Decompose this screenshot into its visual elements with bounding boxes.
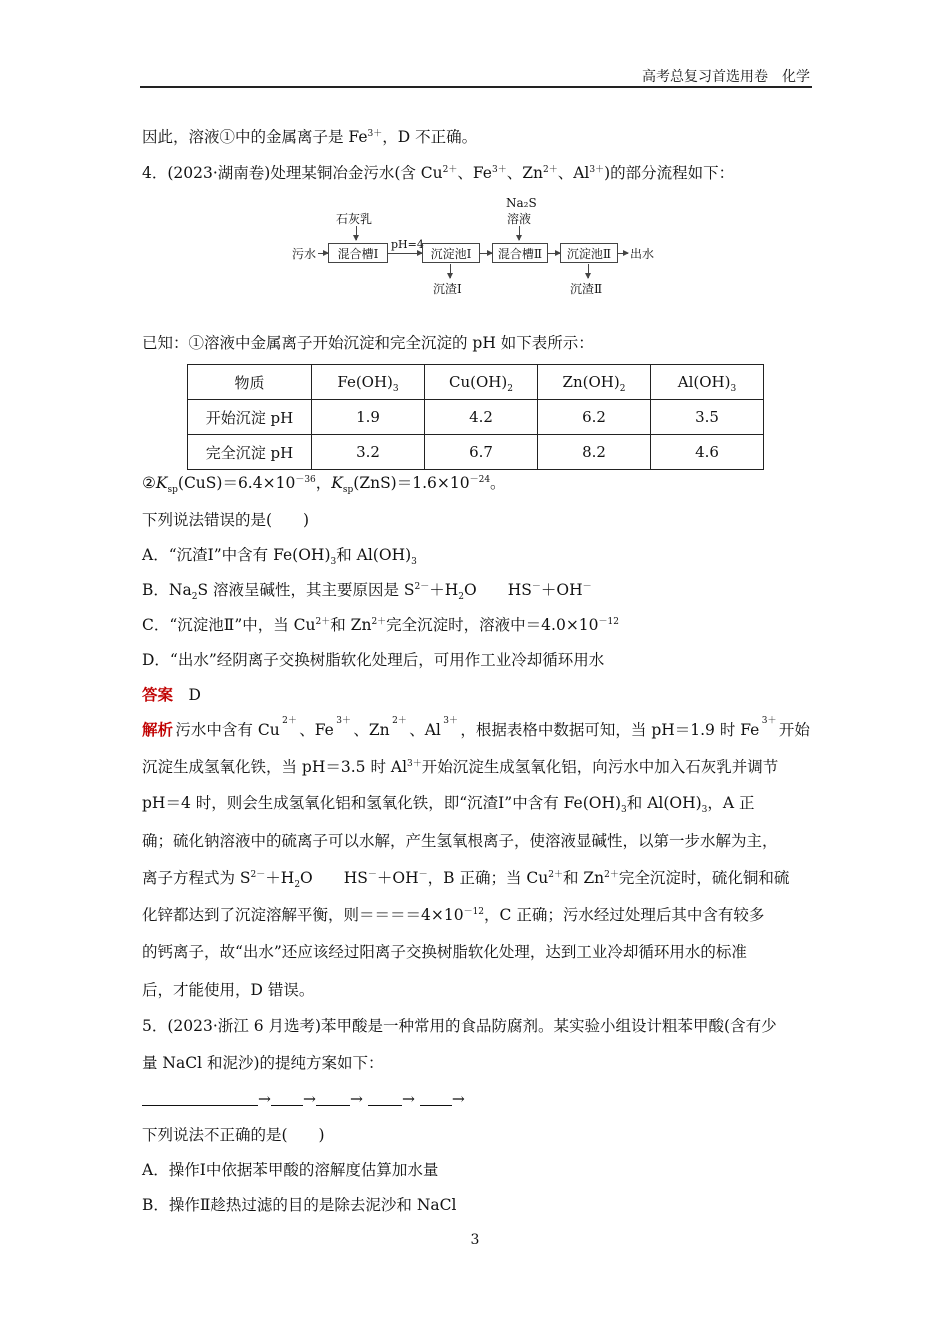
table-header: $Al(OH)_3$	[651, 365, 764, 400]
ph-table	[187, 364, 764, 470]
analysis-line-5: 离子方程式为 $S^{2-}+H_2O$ HS－＋OH－，B 正确；当 $Cu^{2+}$和 $Zn^{2+}$完全沉淀时，硫化铜和硫	[142, 869, 790, 891]
known-2: $②K_{sp}(CuS)=6.4\times 10^{-36}$，$K_{sp}(ZnS)=1.6\times 10^{-24}$。	[142, 474, 506, 496]
q4-option-a: A．“沉渣Ⅰ”中含有 $Fe(OH)_3$和 $Al(OH)_3$	[142, 546, 417, 568]
reagent-na2s: Na₂S	[506, 196, 537, 210]
table-cell: 3.5	[651, 400, 764, 435]
arrow-tank1-pool1	[388, 253, 422, 254]
table-header: $Zn(OH)_2$	[538, 365, 651, 400]
analysis-label: 解析	[142, 720, 174, 739]
table-header: $Fe(OH)_3$	[312, 365, 425, 400]
q4-question: 下列说法错误的是( )	[142, 511, 310, 529]
q5-scheme-line: → → → → →	[142, 1090, 465, 1109]
analysis-line-1: 解析 污水中含有 Cu 2＋ 、Fe 3＋ 、Zn 2＋ 、Al 3＋ ，根据表格中数据可知，当 pH＝1.9 时 Fe 3＋ 开始	[142, 716, 810, 739]
q4-option-d: D．“出水”经阴离子交换树脂软化处理后，可用作工业冷却循环用水	[142, 651, 605, 669]
arrow-outlet	[618, 253, 628, 254]
arrow-residue1-down	[450, 264, 451, 278]
q5-option-b: B．操作Ⅱ趁热过滤的目的是除去泥沙和 NaCl	[142, 1196, 457, 1214]
running-header: 高考总复习首选用卷 化学	[642, 69, 810, 85]
outlet-label: 出水	[630, 247, 655, 261]
settling-pool-1: 沉淀池Ⅰ	[422, 243, 480, 263]
scheme-blank	[368, 1095, 402, 1106]
table-corner: 物质	[188, 365, 312, 400]
row-label: 开始沉淀 pH	[188, 400, 312, 435]
table-cell: 8.2	[538, 435, 651, 470]
ph-label: pH=4	[391, 238, 424, 251]
q4-option-b: B．$Na_2S$ 溶液呈碱性，其主要原因是 $S^{2-}+H_2O$ HS－＋OH－	[142, 581, 592, 603]
prev-answer-line: 因此，溶液①中的金属离子是 $Fe^{3+}$，D 不正确。	[142, 128, 478, 146]
process-flow-diagram	[290, 196, 670, 306]
answer-label: 答案	[142, 685, 174, 704]
q5-question: 下列说法不正确的是( )	[142, 1126, 325, 1144]
arrow-residue2-down	[588, 264, 589, 278]
settling-pool-2: 沉淀池Ⅱ	[560, 243, 618, 263]
arrow-inlet	[318, 253, 328, 254]
table-cell: 6.7	[425, 435, 538, 470]
analysis-line-7: 的钙离子，故“出水”还应该经过阳离子交换树脂软化处理，达到工业冷却循环用水的标准	[142, 943, 747, 961]
table-cell: 1.9	[312, 400, 425, 435]
table-cell: 4.2	[425, 400, 538, 435]
known-1: 已知：①溶液中金属离子开始沉淀和完全沉淀的 pH 如下表所示：	[142, 334, 594, 352]
arrow-pool1-tank2	[480, 253, 492, 254]
answer-value: D	[188, 686, 201, 704]
reagent-solution: 溶液	[507, 212, 532, 226]
analysis-line-3: pH＝4 时，则会生成氢氧化铝和氢氧化铁，即“沉渣Ⅰ”中含有 $Fe(OH)_3$和 $Al(OH)_3$，A 正	[142, 794, 755, 816]
page-number: 3	[470, 1232, 480, 1248]
q5-option-a: A．操作Ⅰ中依据苯甲酸的溶解度估算加水量	[142, 1161, 439, 1179]
inlet-label: 污水	[292, 247, 317, 261]
mixing-tank-2: 混合槽Ⅱ	[492, 243, 548, 263]
residue-1: 沉渣Ⅰ	[433, 282, 462, 296]
answer-line	[142, 686, 201, 705]
table-row	[188, 400, 764, 435]
table-cell: 3.2	[312, 435, 425, 470]
analysis-line-8: 后，才能使用，D 错误。	[142, 981, 315, 999]
row-label: 完全沉淀 pH	[188, 435, 312, 470]
mixing-tank-1: 混合槽Ⅰ	[328, 243, 388, 263]
q4-intro: 4．(2023·湖南卷)处理某铜冶金污水(含 $Cu^{2+}$、$Fe^{3+}$、$Zn^{2+}$、$Al^{3+}$)的部分流程如下：	[142, 164, 735, 182]
analysis-line-6: 化锌都达到了沉淀溶解平衡，则$====4\times 10^{-12}$，C 正确；污水经过处理后其中含有较多	[142, 906, 765, 924]
table-cell: 4.6	[651, 435, 764, 470]
scheme-blank	[420, 1095, 452, 1106]
q5-intro-2: 量 NaCl 和泥沙)的提纯方案如下：	[142, 1054, 384, 1072]
reagent-lime: 石灰乳	[336, 212, 373, 226]
scheme-blank	[316, 1095, 350, 1106]
arrow-lime-down	[356, 226, 357, 240]
header-rule	[140, 86, 812, 88]
table-row	[188, 435, 764, 470]
analysis-line-4: 确；硫化钠溶液中的硫离子可以水解，产生氢氧根离子，使溶液显碱性，以第一步水解为主，	[142, 832, 778, 850]
analysis-line-2: 沉淀生成氢氧化铁，当 pH＝3.5 时 $Al^{3+}$开始沉淀生成氢氧化铝，向污水中加入石灰乳并调节	[142, 758, 779, 776]
table-header-row	[188, 365, 764, 400]
q5-intro-1: 5．(2023·浙江 6 月选考)苯甲酸是一种常用的食品防腐剂。某实验小组设计粗苯甲酸(含有少	[142, 1017, 777, 1035]
residue-2: 沉渣Ⅱ	[570, 282, 603, 296]
table-cell: 6.2	[538, 400, 651, 435]
q4-option-c: C．“沉淀池Ⅱ”中，当 $Cu^{2+}$和 $Zn^{2+}$完全沉淀时，溶液中$=4.0\times 10^{-12}$	[142, 616, 619, 634]
table-header: $Cu(OH)_2$	[425, 365, 538, 400]
arrow-na2s-down	[519, 226, 520, 240]
scheme-blank	[142, 1095, 258, 1106]
arrow-tank2-pool2	[548, 253, 560, 254]
scheme-blank	[271, 1095, 303, 1106]
